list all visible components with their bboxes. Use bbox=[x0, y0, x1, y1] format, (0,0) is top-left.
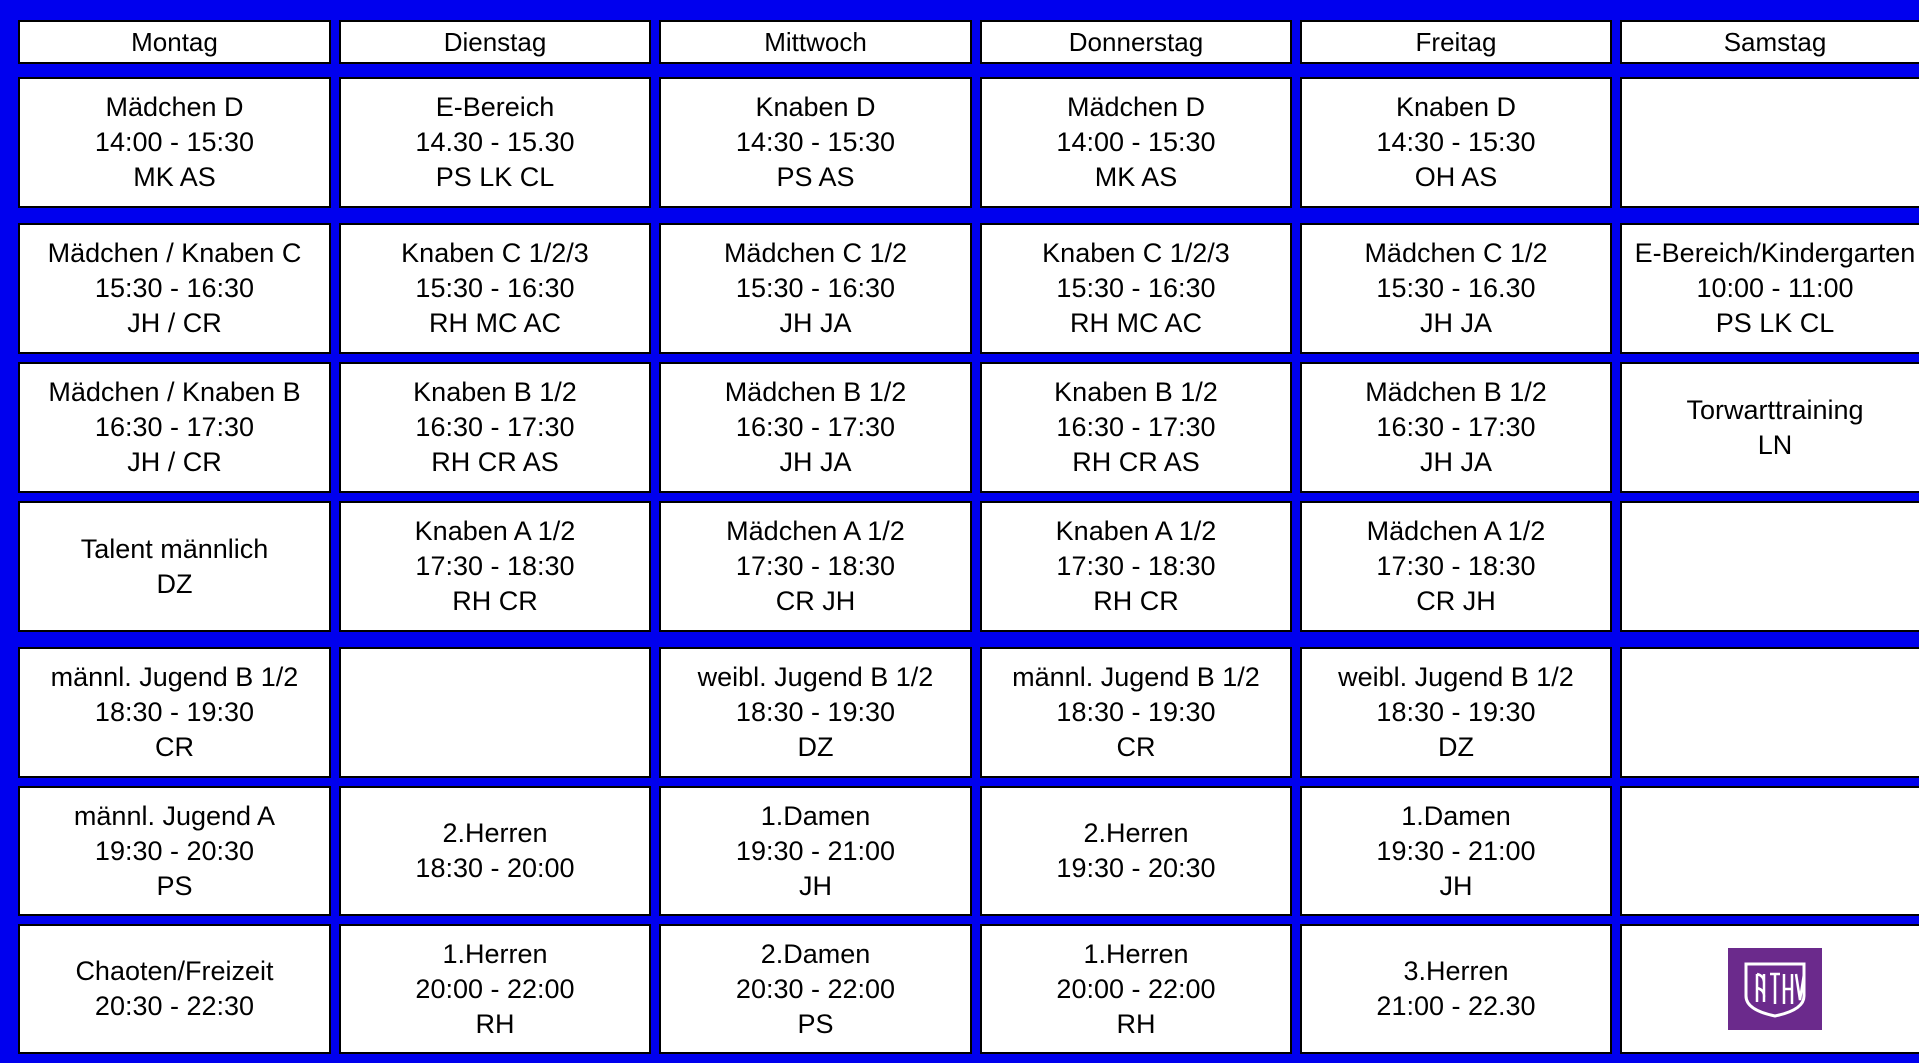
schedule-cell-line: männl. Jugend B 1/2 bbox=[50, 662, 299, 692]
schedule-cell bbox=[980, 362, 1292, 493]
schedule-cell-line: RH CR AS bbox=[1072, 447, 1200, 477]
schedule-cell bbox=[339, 77, 651, 208]
schedule-cell-line: 18:30 - 19:30 bbox=[94, 697, 255, 727]
schedule-cell-line: 14:30 - 15:30 bbox=[735, 127, 896, 157]
schedule-cell-line: 15:30 - 16:30 bbox=[1056, 273, 1216, 303]
schedule-cell-line: 20:00 - 22:00 bbox=[1056, 973, 1216, 1004]
schedule-cell-line: 17:30 - 18:30 bbox=[735, 551, 896, 581]
schedule-cell-line: weibl. Jugend B 1/2 bbox=[1338, 662, 1574, 692]
schedule-cell-line: 14.30 - 15.30 bbox=[415, 127, 575, 157]
schedule-cell bbox=[1300, 501, 1612, 632]
schedule-cell bbox=[18, 223, 331, 354]
schedule-cell-line: 10:00 - 11:00 bbox=[1696, 273, 1854, 303]
schedule-cell-line: Mädchen A 1/2 bbox=[1366, 516, 1546, 546]
schedule-cell-line: 15:30 - 16:30 bbox=[735, 273, 896, 303]
schedule-cell-line: E-Bereich/Kindergarten bbox=[1634, 238, 1916, 268]
day-header-label: Donnerstag bbox=[1068, 27, 1204, 57]
schedule-cell-line: Knaben C 1/2/3 bbox=[1042, 238, 1230, 268]
schedule-cell bbox=[659, 77, 972, 208]
schedule-cell-line: 20:30 - 22:00 bbox=[735, 973, 896, 1004]
schedule-cell bbox=[980, 223, 1292, 354]
schedule-cell bbox=[1620, 647, 1919, 778]
schedule-cell-line: 15:30 - 16.30 bbox=[1376, 273, 1536, 303]
schedule-cell bbox=[659, 501, 972, 632]
schedule-cell-line: DZ bbox=[797, 732, 834, 762]
schedule-cell-line: Chaoten/Freizeit bbox=[75, 956, 274, 986]
schedule-cell bbox=[339, 223, 651, 354]
schedule-cell-line: 17:30 - 18:30 bbox=[415, 551, 575, 581]
schedule-cell bbox=[1300, 924, 1612, 1054]
schedule-cell bbox=[18, 786, 331, 916]
schedule-cell-line: 19:30 - 21:00 bbox=[735, 835, 896, 866]
schedule-cell-line: JH JA bbox=[779, 308, 852, 338]
day-header-label: Dienstag bbox=[443, 27, 547, 57]
schedule-cell-line: 1.Damen bbox=[760, 800, 871, 831]
schedule-cell-line: PS bbox=[156, 870, 193, 901]
schedule-cell bbox=[659, 786, 972, 916]
day-header-label: Mittwoch bbox=[764, 27, 867, 57]
schedule-cell-line: Mädchen / Knaben C bbox=[47, 238, 302, 268]
schedule-cell-line: 18:30 - 20:00 bbox=[415, 853, 575, 883]
schedule-cell-line: männl. Jugend B 1/2 bbox=[1012, 662, 1260, 692]
schedule-cell-line: PS LK CL bbox=[1715, 308, 1835, 338]
day-header-donnerstag bbox=[980, 20, 1292, 64]
schedule-cell bbox=[1300, 362, 1612, 493]
schedule-cell-line: 15:30 - 16:30 bbox=[415, 273, 575, 303]
schedule-cell-line: 18:30 - 19:30 bbox=[1376, 697, 1536, 727]
schedule-cell bbox=[1620, 786, 1919, 916]
schedule-cell-line: DZ bbox=[156, 568, 193, 599]
schedule-cell-line: MK AS bbox=[133, 162, 216, 192]
schedule-cell-line: 14:00 - 15:30 bbox=[94, 127, 255, 157]
schedule-cell-line: JH / CR bbox=[127, 308, 222, 338]
schedule-cell bbox=[1620, 223, 1919, 354]
schedule-cell-line: 1.Herren bbox=[442, 938, 548, 969]
club-logo-icon bbox=[1728, 948, 1822, 1030]
schedule-cell bbox=[1300, 647, 1612, 778]
schedule-cell-line: 14:00 - 15:30 bbox=[1056, 127, 1216, 157]
schedule-cell-line: 1.Damen bbox=[1401, 800, 1511, 831]
day-header-label: Samstag bbox=[1723, 27, 1827, 57]
schedule-cell bbox=[1300, 77, 1612, 208]
day-header-samstag bbox=[1620, 20, 1919, 64]
schedule-cell-line: RH MC AC bbox=[1069, 308, 1202, 338]
schedule-cell bbox=[1620, 924, 1919, 1054]
schedule-cell-line: Knaben B 1/2 bbox=[413, 377, 577, 407]
day-header-label: Freitag bbox=[1415, 27, 1497, 57]
schedule-cell bbox=[980, 647, 1292, 778]
schedule-cell-line: 16:30 - 17:30 bbox=[1056, 412, 1216, 442]
schedule-cell-line: 16:30 - 17:30 bbox=[415, 412, 575, 442]
schedule-cell-line: PS AS bbox=[776, 162, 855, 192]
day-header-mittwoch bbox=[659, 20, 972, 64]
schedule-cell-line: 20:00 - 22:00 bbox=[415, 973, 575, 1004]
schedule-cell-line: Mädchen C 1/2 bbox=[723, 238, 908, 268]
schedule-cell-line: CR JH bbox=[1416, 586, 1496, 616]
schedule-cell bbox=[1620, 77, 1919, 208]
schedule-cell bbox=[18, 647, 331, 778]
schedule-cell bbox=[980, 786, 1292, 916]
schedule-cell-line: 17:30 - 18:30 bbox=[1056, 551, 1216, 581]
schedule-cell-line: RH bbox=[1116, 1008, 1156, 1039]
schedule-cell bbox=[18, 362, 331, 493]
schedule-cell-line: RH CR AS bbox=[431, 447, 559, 477]
schedule-cell-line: 19:30 - 20:30 bbox=[94, 835, 255, 866]
schedule-cell-line: RH bbox=[475, 1008, 515, 1039]
schedule-cell-line: LN bbox=[1757, 429, 1793, 460]
schedule-cell-line: DZ bbox=[1438, 732, 1474, 762]
schedule-cell-line: 3.Herren bbox=[1403, 956, 1509, 986]
schedule-cell-line: 17:30 - 18:30 bbox=[1376, 551, 1536, 581]
schedule-cell bbox=[659, 362, 972, 493]
schedule-cell-line: E-Bereich bbox=[435, 92, 555, 122]
schedule-cell-line: RH CR bbox=[1093, 586, 1179, 616]
schedule-cell bbox=[339, 647, 651, 778]
schedule-cell-line: 2.Damen bbox=[760, 938, 871, 969]
schedule-cell-line: 2.Herren bbox=[442, 818, 548, 848]
schedule-cell-line: JH bbox=[799, 870, 832, 901]
schedule-cell-line: Knaben A 1/2 bbox=[414, 516, 576, 546]
schedule-cell-line: PS bbox=[797, 1008, 834, 1039]
schedule-cell-line: PS LK CL bbox=[435, 162, 555, 192]
schedule-cell bbox=[1620, 362, 1919, 493]
schedule-cell-line: Mädchen C 1/2 bbox=[1364, 238, 1548, 268]
schedule-cell bbox=[1620, 501, 1919, 632]
day-header-label: Montag bbox=[131, 27, 218, 57]
schedule-cell-line: CR bbox=[1116, 732, 1156, 762]
schedule-cell-line: Mädchen / Knaben B bbox=[48, 377, 301, 407]
schedule-cell-line: 1.Herren bbox=[1083, 938, 1189, 969]
schedule-cell-line: JH JA bbox=[1419, 447, 1492, 477]
schedule-cell-line: OH AS bbox=[1414, 162, 1498, 192]
schedule-cell-line: 16:30 - 17:30 bbox=[735, 412, 896, 442]
schedule-cell-line: Talent männlich bbox=[80, 533, 269, 564]
schedule-cell-line: 14:30 - 15:30 bbox=[1376, 127, 1536, 157]
schedule-cell-line: JH JA bbox=[779, 447, 852, 477]
schedule-cell-line: Knaben D bbox=[1395, 92, 1517, 122]
day-header-dienstag bbox=[339, 20, 651, 64]
schedule-cell bbox=[1300, 786, 1612, 916]
schedule-cell-line: 18:30 - 19:30 bbox=[1056, 697, 1216, 727]
schedule-cell-line: 18:30 - 19:30 bbox=[735, 697, 896, 727]
schedule-cell-line: Mädchen D bbox=[105, 92, 244, 122]
schedule-cell-line: Mädchen D bbox=[1066, 92, 1206, 122]
schedule-cell bbox=[339, 786, 651, 916]
schedule-cell bbox=[18, 77, 331, 208]
schedule-cell-line: Torwarttraining bbox=[1686, 394, 1864, 425]
schedule-cell bbox=[1300, 223, 1612, 354]
schedule-cell-line: RH MC AC bbox=[428, 308, 561, 338]
schedule-cell bbox=[339, 924, 651, 1054]
schedule-cell-line: 15:30 - 16:30 bbox=[94, 273, 255, 303]
schedule-cell-line: Knaben D bbox=[755, 92, 876, 122]
schedule-cell-line: Mädchen B 1/2 bbox=[1365, 377, 1547, 407]
schedule-cell-line: RH CR bbox=[452, 586, 538, 616]
schedule-cell bbox=[659, 647, 972, 778]
schedule-cell bbox=[18, 924, 331, 1054]
schedule-cell bbox=[980, 501, 1292, 632]
schedule-cell-line: Knaben C 1/2/3 bbox=[401, 238, 589, 268]
schedule-cell-line: JH bbox=[1439, 870, 1473, 901]
schedule-cell-line: 16:30 - 17:30 bbox=[94, 412, 255, 442]
schedule-cell bbox=[980, 924, 1292, 1054]
schedule-cell-line: 19:30 - 20:30 bbox=[1056, 853, 1216, 883]
schedule-cell-line: JH JA bbox=[1419, 308, 1492, 338]
schedule-cell bbox=[659, 223, 972, 354]
schedule-cell bbox=[659, 924, 972, 1054]
schedule-cell-line: JH / CR bbox=[127, 447, 222, 477]
schedule-cell-line: 2.Herren bbox=[1083, 818, 1189, 848]
schedule-cell-line: 20:30 - 22:30 bbox=[94, 991, 255, 1021]
schedule-cell-line: 19:30 - 21:00 bbox=[1376, 835, 1536, 866]
schedule-cell-line: Mädchen B 1/2 bbox=[724, 377, 907, 407]
schedule-cell-line: Mädchen A 1/2 bbox=[726, 516, 905, 546]
day-header-montag bbox=[18, 20, 331, 64]
schedule-cell-line: Knaben A 1/2 bbox=[1055, 516, 1217, 546]
schedule-cell bbox=[339, 362, 651, 493]
schedule-cell bbox=[18, 501, 331, 632]
schedule-cell-line: 21:00 - 22.30 bbox=[1376, 991, 1536, 1021]
schedule-cell bbox=[980, 77, 1292, 208]
schedule-cell-line: männl. Jugend A bbox=[73, 800, 276, 831]
schedule-cell-line: CR bbox=[155, 732, 194, 762]
schedule-cell-line: Knaben B 1/2 bbox=[1054, 377, 1218, 407]
schedule-cell-line: MK AS bbox=[1094, 162, 1178, 192]
schedule-cell-line: CR JH bbox=[775, 586, 856, 616]
schedule-cell-line: weibl. Jugend B 1/2 bbox=[697, 662, 934, 692]
day-header-freitag bbox=[1300, 20, 1612, 64]
schedule-cell bbox=[339, 501, 651, 632]
schedule-cell-line: 16:30 - 17:30 bbox=[1376, 412, 1536, 442]
